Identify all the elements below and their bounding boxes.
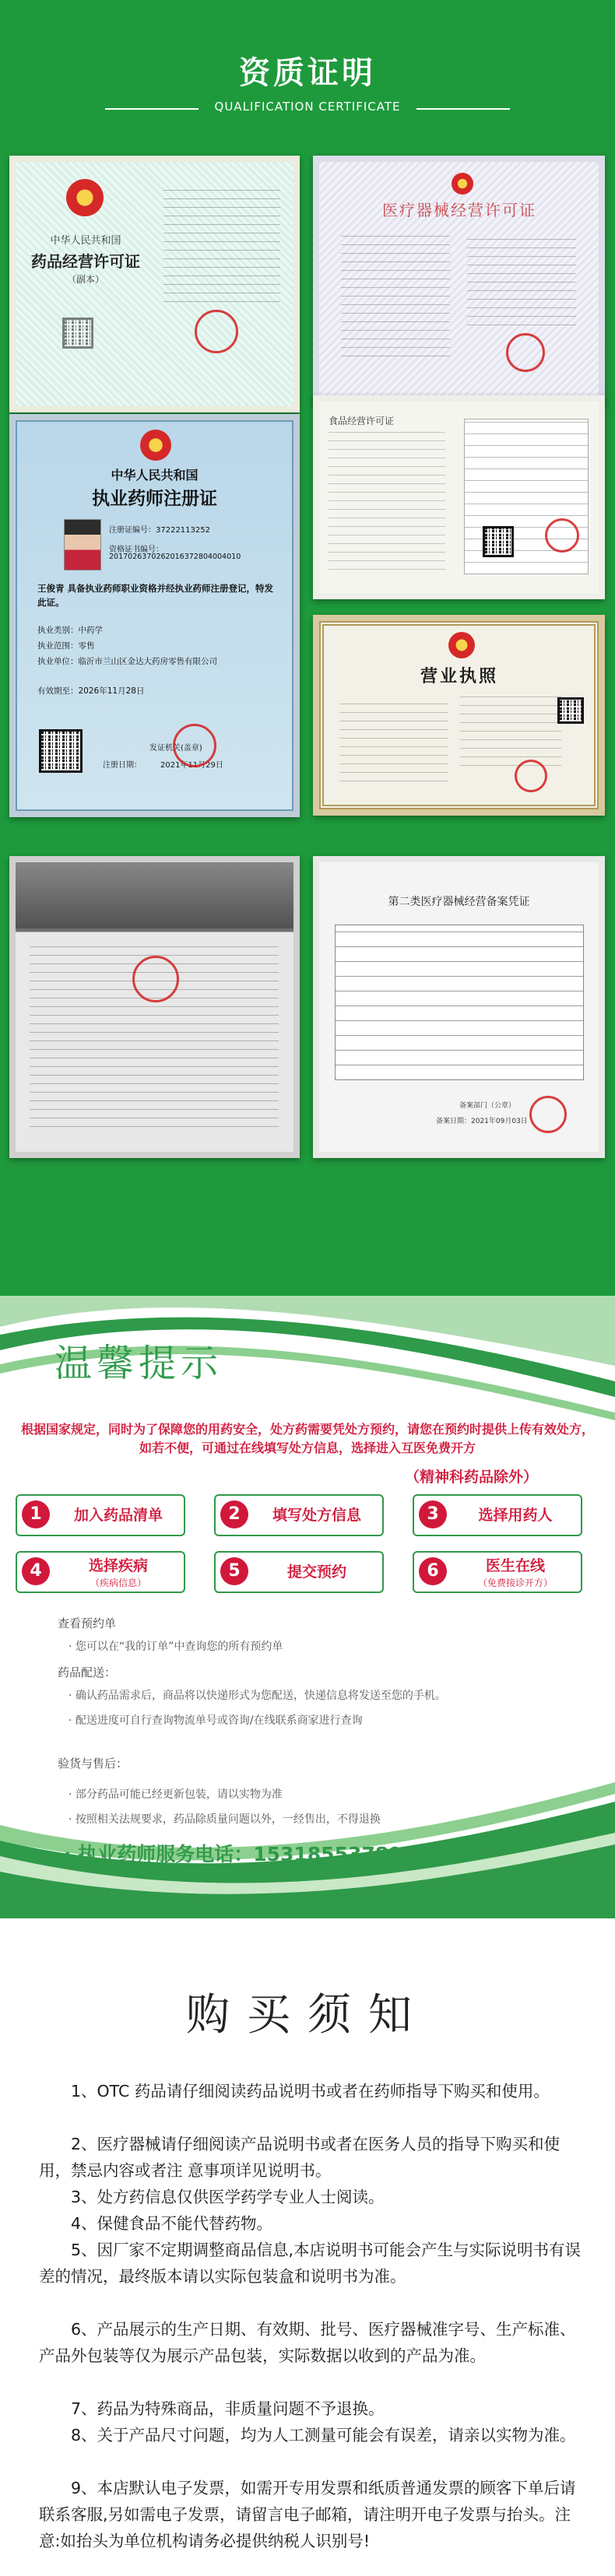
notice-section — [0, 1296, 615, 1918]
business-license-text-left — [339, 696, 448, 789]
hotline-number: 15318553789 — [253, 1843, 402, 1865]
cert-no-value: 2017026370262016372804004010 — [109, 553, 241, 561]
drug-license-cert[interactable] — [9, 156, 300, 412]
category-label: 执业类别： — [37, 626, 79, 635]
qualification-subtitle-row — [0, 100, 615, 118]
unit-label: 执业单位： — [37, 657, 79, 666]
valid-label: 有效期至： — [37, 686, 79, 696]
food-license-cert[interactable] — [313, 395, 605, 599]
notice-intro-note: （精神科药品除外） — [405, 1469, 539, 1486]
pharmacist-statement: 王俊青 具备执业药师职业资格并经执业药师注册登记，特发此证。 — [37, 583, 274, 608]
business-license-text-right — [460, 696, 561, 774]
drug-license-qr — [62, 318, 93, 349]
record-cert-seal — [529, 1096, 567, 1133]
qualification-subtitle: QUALIFICATION CERTIFICATE — [214, 100, 401, 114]
category-row — [37, 623, 271, 638]
purchase-note: 7、药品为特殊商品，非质量问题不予退换。 — [71, 2399, 385, 2418]
issue-date-value: 2021年11月29日 — [160, 761, 223, 770]
food-license-text-left — [329, 430, 445, 577]
pharmacist-details — [37, 623, 271, 699]
record-cert-table — [335, 925, 584, 1080]
pharmacist-qr — [39, 729, 83, 773]
document-photo-cert[interactable] — [9, 856, 300, 1158]
drug-license-text-lines — [163, 185, 280, 310]
device-license-body — [319, 162, 599, 398]
step-submit-booking — [214, 1551, 384, 1593]
step-fill-prescription — [214, 1494, 384, 1536]
qualification-title: 资质证明 — [239, 55, 376, 91]
document-photo-seal — [132, 956, 179, 1002]
category-value: 中药学 — [78, 626, 103, 635]
notice-title: 温馨提示 — [54, 1342, 223, 1385]
notice-item: · 您可以在“我的订单”中查询您的所有预约单 — [69, 1641, 283, 1653]
step-select-disease — [16, 1551, 185, 1593]
notice-item: · 部分药品可能已经更新包装，请以实物为准 — [69, 1788, 283, 1801]
pharmacist-reg-row — [109, 523, 210, 535]
drug-license-country: 中华人民共和国 — [50, 235, 121, 247]
step-label: 提交预约 — [286, 1563, 346, 1581]
pharmacist-issuer: 发证机关(盖章) — [149, 744, 202, 753]
step-sublabel: （疾病信息） — [90, 1578, 146, 1588]
device-license-seal — [506, 333, 545, 372]
business-license-title: 营业执照 — [420, 666, 498, 686]
device-license-text-right — [467, 232, 576, 333]
food-license-body — [319, 402, 599, 593]
notice-intro: 根据国家规定，同时为了保障您的用药安全，处方药需要凭处方预约，请您在预约时提供上传有效处方，如若不便，可通过在线填写处方信息，选择进入互医免费开方 — [20, 1422, 594, 1455]
drug-license-seal — [195, 310, 238, 353]
pharmacist-seal — [173, 724, 216, 767]
purchase-note: 8、关于产品尺寸问题，均为人工测量可能会有误差，请亲以实物为准。 — [71, 2426, 576, 2444]
document-photo-body — [16, 862, 293, 1152]
step-number: 6 — [419, 1557, 447, 1585]
document-photo-header — [16, 862, 293, 928]
food-license-qr — [483, 526, 514, 557]
purchase-note: 6、产品展示的生产日期、有效期、批号、医疗器械准字号、生产标准、产品外包装等仅为展示产品包装，实际数据以收到的产品为准。 — [39, 2320, 576, 2365]
record-cert-footer-date: 备案日期：2021年09月03日 — [436, 1118, 528, 1125]
food-license-title: 食品经营许可证 — [329, 416, 395, 426]
step-select-patient — [413, 1494, 582, 1536]
purchase-note: 4、保健食品不能代替药物。 — [71, 2214, 273, 2233]
unit-value: 临沂市兰山区金达大药房零售有限公司 — [78, 657, 217, 666]
step-number: 2 — [220, 1500, 248, 1528]
area-value: 零售 — [78, 641, 95, 651]
step-doctor-online — [413, 1551, 582, 1593]
step-sublabel: （免费接诊开方） — [477, 1578, 553, 1588]
area-row — [37, 638, 271, 654]
step-number: 1 — [22, 1500, 50, 1528]
pharmacist-photo — [64, 519, 101, 570]
reg-no-value: 37222113252 — [156, 526, 210, 535]
pharmacist-country: 中华人民共和国 — [111, 468, 199, 483]
valid-row — [37, 683, 271, 699]
pharmacist-body — [16, 420, 293, 811]
notice-section-head: 药品配送： — [58, 1665, 117, 1679]
cert-no-label: 资格证书编号： — [109, 546, 163, 554]
record-cert[interactable] — [313, 856, 605, 1158]
pharmacist-hotline[interactable] — [64, 1839, 402, 1867]
hotline-label: · 执业药师服务电话： — [64, 1843, 254, 1865]
record-cert-body — [319, 862, 599, 1152]
valid-value: 2026年11月28日 — [78, 686, 145, 696]
notice-section-head: 查看预约单 — [58, 1616, 117, 1630]
purchase-note: 3、处方药信息仅供医学药学专业人士阅读。 — [71, 2188, 385, 2206]
issue-date-label: 注册日期： — [103, 761, 142, 770]
reg-no-label: 注册证编号： — [109, 526, 156, 535]
national-emblem-icon — [452, 173, 473, 195]
business-license-seal — [515, 760, 547, 792]
purchase-title: 购买须知 — [186, 1990, 429, 2041]
drug-license-copy: （副本） — [66, 274, 104, 285]
national-emblem-icon — [66, 179, 104, 216]
step-label: 选择疾病 — [88, 1557, 148, 1574]
purchase-note: 9、本店默认电子发票，如需开专用发票和纸质普通发票的顾客下单后请联系客服,另如需电子发票，请留言电子邮箱，请注明开电子发票与抬头。注意:如抬头为单位机构请务必提供纳税人识别号! — [39, 2479, 576, 2550]
step-label: 填写处方信息 — [272, 1507, 361, 1524]
step-number: 4 — [22, 1557, 50, 1585]
purchase-note: 5、因厂家不定期调整商品信息,本店说明书可能会产生与实际说明书有误差的情况，最终版本请以实际包装盒和说明书为准。 — [39, 2241, 582, 2286]
unit-row — [37, 654, 271, 669]
subtitle-divider-right — [416, 108, 510, 110]
business-license-body — [319, 621, 599, 809]
area-label: 执业范围： — [37, 641, 79, 651]
pharmacist-title: 执业药师注册证 — [92, 488, 217, 509]
step-number: 3 — [419, 1500, 447, 1528]
pharmacist-cert[interactable] — [9, 414, 300, 817]
step-number: 5 — [220, 1557, 248, 1585]
record-cert-footer: 备案部门（公章） — [459, 1102, 516, 1110]
step-label: 选择用药人 — [478, 1507, 553, 1524]
business-license-qr — [557, 697, 584, 724]
step-label: 医生在线 — [485, 1557, 545, 1574]
device-license-title: 医疗器械经营许可证 — [382, 201, 536, 219]
purchase-notes-section — [0, 1918, 615, 2576]
notice-section-head: 验货与售后： — [58, 1757, 128, 1771]
food-license-seal — [545, 518, 579, 553]
notice-item: · 按照相关法规要求，药品除质量问题以外，一经售出，不得退换 — [69, 1813, 381, 1826]
step-add-drug-list — [16, 1494, 185, 1536]
record-cert-title: 第二类医疗器械经营备案凭证 — [388, 896, 530, 908]
purchase-note: 2、医疗器械请仔细阅读产品说明书或者在医务人员的指导下购买和使用，禁忌内容或者注 意事项详见说明书。 — [39, 2135, 561, 2180]
notice-item: · 配送进度可自行查询物流单号或咨询/在线联系商家进行查询 — [69, 1714, 363, 1727]
business-license-cert[interactable] — [313, 615, 605, 816]
drug-license-body — [16, 162, 293, 406]
drug-license-title: 药品经营许可证 — [31, 252, 140, 271]
national-emblem-icon — [448, 632, 475, 658]
device-license-text-left — [341, 232, 450, 364]
purchase-note: 1、OTC 药品请仔细阅读药品说明书或者在药师指导下购买和使用。 — [71, 2082, 550, 2100]
national-emblem-icon — [140, 430, 171, 461]
device-license-cert[interactable] — [313, 156, 605, 405]
notice-item: · 确认药品需求后，商品将以快递形式为您配送，快递信息将发送至您的手机。 — [69, 1690, 446, 1702]
step-label: 加入药品清单 — [73, 1507, 163, 1524]
